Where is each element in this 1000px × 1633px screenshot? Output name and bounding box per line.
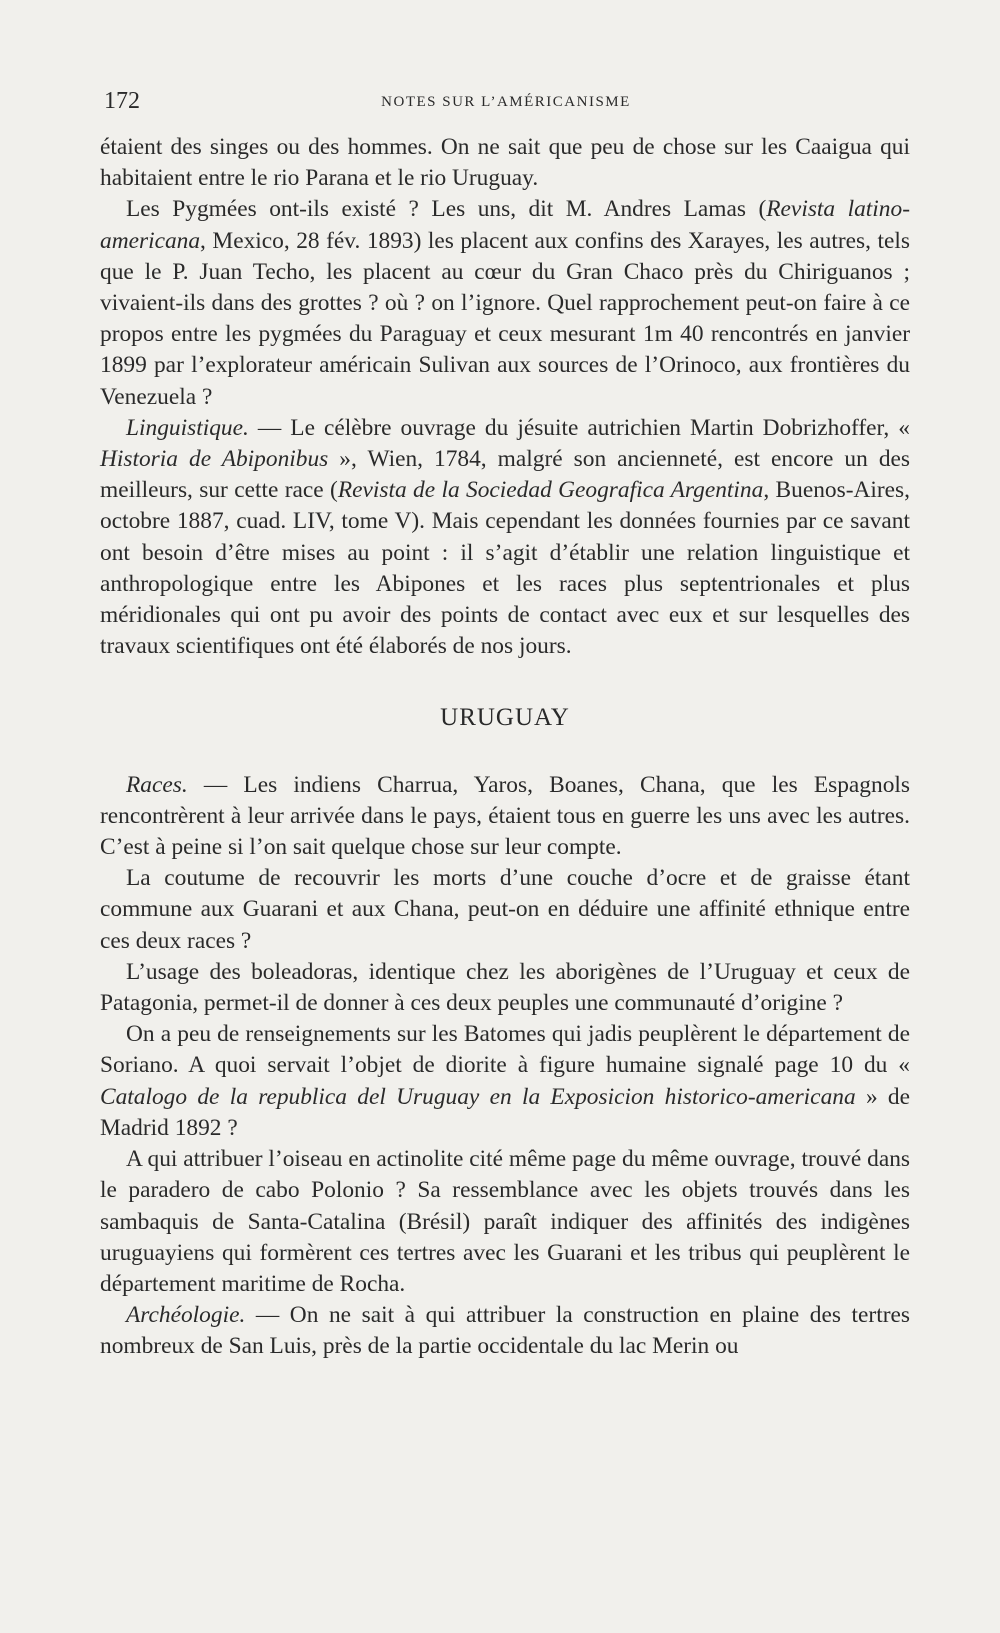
italic-text: Catalogo de la republica del Uruguay en la Exposicion historico-americana <box>100 1083 856 1110</box>
paragraph <box>100 194 910 412</box>
body-text <box>100 132 910 1363</box>
text-run: » de Madrid 1892 ? <box>100 1083 911 1141</box>
paragraph <box>100 957 910 1019</box>
text-run: Les Pygmées ont-ils existé ? Les uns, dit M. Andres Lamas ( <box>126 196 767 223</box>
italic-text: Races. <box>126 771 188 798</box>
italic-text: Revista de la Sociedad Geografica Argentina <box>337 477 764 504</box>
running-head <box>104 88 908 122</box>
italic-text: Archéologie. <box>126 1302 246 1329</box>
text-run: étaient des singes ou des hommes. On ne sait que peu de chose sur les Caaigua qui habitaient entre le rio Parana et le rio Uruguay. <box>100 134 910 192</box>
paragraph <box>100 770 910 864</box>
section-heading: URUGUAY <box>440 704 570 732</box>
running-title: NOTES SUR L’AMÉRICANISME <box>381 94 631 110</box>
text-run: La coutume de recouvrir les morts d’une couche d’ocre et de graisse étant commune aux Guarani et aux Chana, peut-on en déduire une affinité ethnique entre ces deux races ? <box>100 865 910 954</box>
text-run: , Buenos-Aires, octobre 1887, cuad. LIV, tome V). Mais cependant les données fournies par ce savant ont besoin d’être mises au point : il s’agit d’établir une relation linguistique et anthropologique entre les Abipones et les races plus septentrionales et plus méridionales qui ont pu avoir des points de contact avec eux et sur lesquelles des travaux scientifiques ont été élaborés de nos jours. <box>100 477 910 660</box>
text-run: — Les indiens Charrua, Yaros, Boanes, Chana, que les Espagnols rencontrèrent à leur arrivée dans le pays, étaient tous en guerre les uns avec les autres. C’est à peine si l’on sait quelque chose sur leur compte. <box>100 771 910 861</box>
text-run: , Mexico, 28 fév. 1893) les placent aux confins des Xarayes, les autres, tels que le P. Juan Techo, les placent au cœur du Gran Chaco près du Chiriguanos ; vivaient-ils dans des grottes ? où ? on l’ignore. Quel rapprochement peut-on faire à ce propos entre les pygmées du Paraguay et ceux mesurant 1m 40 rencontrés en janvier 1899 par l’explorateur américain Sulivan aux sources de l’Orinoco, aux frontières du Venezuela ? <box>100 227 910 410</box>
italic-text: Historia de Abiponibus <box>100 446 329 473</box>
text-run: A qui attribuer l’oiseau en actinolite cité même page du même ouvrage, trouvé dans le paradero de cabo Polonio ? Sa ressemblance avec les objets trouvés dans les sambaquis de Santa-Catalina (Brésil) paraît indiquer des affinités des indigènes uruguayiens qui formèrent ces tertres avec les Guarani et les tribus qui peuplèrent le département maritime de Rocha. <box>100 1146 910 1297</box>
paragraph <box>100 413 910 663</box>
text-run: On a peu de renseignements sur les Batomes qui jadis peuplèrent le département de Soriano. A quoi servait l’objet de diorite à figure humaine signalé page 10 du « <box>100 1021 910 1079</box>
text-run: », Wien, 1784, malgré son ancienneté, est encore un des meilleurs, sur cette race ( <box>100 446 910 504</box>
paraguay-section-text <box>100 132 910 662</box>
paragraph <box>100 1300 910 1362</box>
paragraph <box>100 132 910 194</box>
text-run: L’usage des boleadoras, identique chez les aborigènes de l’Uruguay et ceux de Patagonia, permet-il de donner à ces deux peuples une communauté d’origine ? <box>100 958 910 1017</box>
paragraph <box>100 1019 910 1144</box>
uruguay-section-text <box>100 770 910 1363</box>
italic-text: Linguistique. <box>126 414 249 441</box>
text-run: — On ne sait à qui attribuer la construction en plaine des tertres nombreux de San Luis, près de la partie occidentale du lac Merin ou <box>100 1302 910 1360</box>
page-number: 172 <box>104 88 140 114</box>
text-run: — Le célèbre ouvrage du jésuite autrichien Martin Dobrizhoffer, « <box>248 414 910 441</box>
paragraph <box>100 863 910 957</box>
italic-text: Revista latino-americana <box>100 196 910 254</box>
paragraph <box>100 1144 910 1300</box>
